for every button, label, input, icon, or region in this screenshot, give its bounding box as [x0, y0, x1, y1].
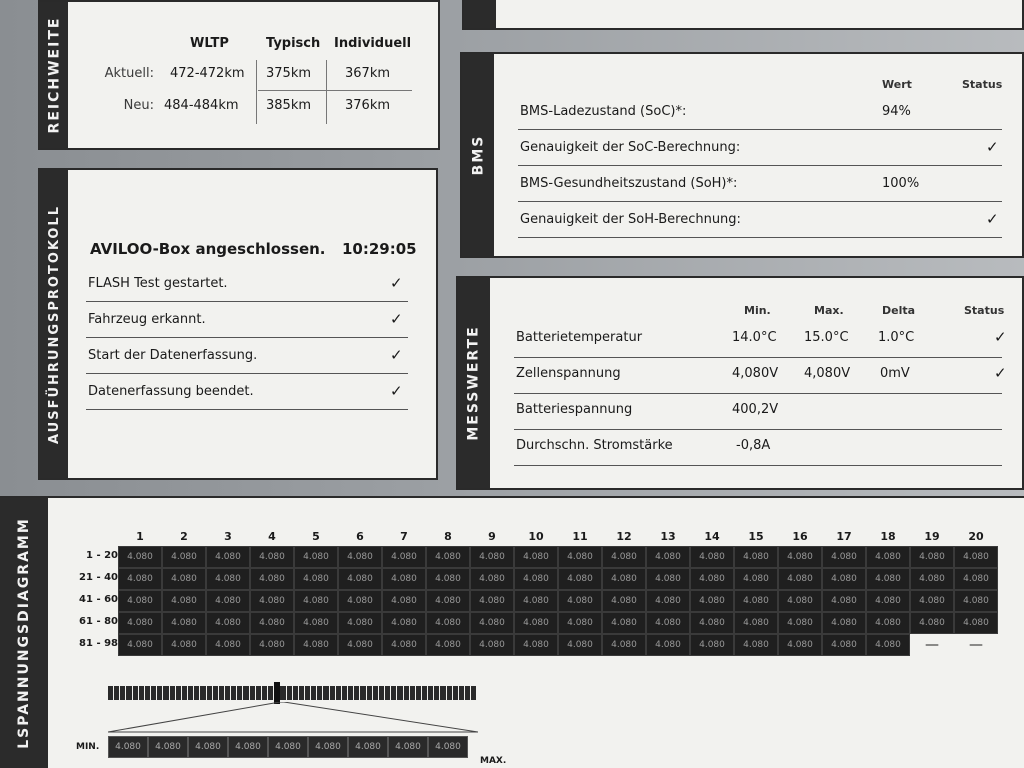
cell-voltage-panel	[0, 496, 1024, 768]
log-sidebar	[40, 170, 68, 478]
distribution-tick	[231, 686, 236, 700]
cell-voltage-sidebar	[0, 498, 48, 768]
range-divider	[258, 90, 412, 91]
cell-voltage: 4.080	[778, 568, 822, 590]
log-row-text: Fahrzeug erkannt.	[88, 312, 206, 327]
cell-voltage: 4.080	[294, 546, 338, 568]
cell-voltage: 4.080	[162, 590, 206, 612]
cell-column-number: 19	[924, 530, 940, 543]
check-icon: ✓	[986, 138, 999, 156]
cell-column-number: 17	[836, 530, 852, 543]
distribution-tick	[293, 686, 298, 700]
cell-voltage: 4.080	[910, 546, 954, 568]
gauge-cell: 4.080	[348, 736, 388, 758]
distribution-tick	[360, 686, 365, 700]
cell-voltage: 4.080	[382, 634, 426, 656]
log-header: AVILOO-Box angeschlossen.	[90, 240, 326, 258]
cell-voltage: 4.080	[162, 546, 206, 568]
distribution-tick	[145, 686, 150, 700]
distribution-tick	[120, 686, 125, 700]
cell-voltage: 4.080	[822, 568, 866, 590]
cell-voltage: 4.080	[382, 612, 426, 634]
cell-voltage: 4.080	[690, 634, 734, 656]
distribution-tick	[287, 686, 292, 700]
cell-voltage: 4.080	[426, 546, 470, 568]
bms-row	[518, 166, 1002, 202]
cell-column-number: 9	[488, 530, 496, 543]
range-title: REICHWEITE	[46, 16, 62, 134]
cell-voltage: 4.080	[602, 546, 646, 568]
cell-voltage: 4.080	[118, 568, 162, 590]
gauge-min-label: MIN.	[76, 742, 100, 752]
log-panel	[38, 168, 438, 480]
mess-sidebar	[458, 278, 490, 488]
distribution-tick	[225, 686, 230, 700]
gauge-cell: 4.080	[108, 736, 148, 758]
gauge-cell: 4.080	[268, 736, 308, 758]
cell-column-number: 1	[136, 530, 144, 543]
distribution-tick	[219, 686, 224, 700]
distribution-tick	[379, 686, 384, 700]
distribution-tick	[237, 686, 242, 700]
cell-voltage: 4.080	[470, 634, 514, 656]
range-label-neu: Neu:	[123, 98, 154, 113]
distribution-tick	[434, 686, 439, 700]
cell-column-number: 10	[528, 530, 544, 543]
gauge-row	[108, 736, 468, 758]
cell-voltage: 4.080	[250, 568, 294, 590]
cell-voltage: 4.080	[734, 546, 778, 568]
cell-voltage: 4.080	[866, 568, 910, 590]
cell-voltage: 4.080	[514, 612, 558, 634]
bms-row-label: Genauigkeit der SoH-Berechnung:	[520, 212, 741, 227]
cell-voltage: 4.080	[690, 590, 734, 612]
mess-row-label: Zellenspannung	[516, 366, 621, 381]
distribution-tick	[133, 686, 138, 700]
distribution-tick	[176, 686, 181, 700]
log-row-text: FLASH Test gestartet.	[88, 276, 228, 291]
mess-row-min: 4,080V	[732, 366, 779, 381]
range-panel	[38, 0, 440, 150]
cell-column-number: 16	[792, 530, 808, 543]
distribution-tick	[157, 686, 162, 700]
cell-voltage: 4.080	[206, 568, 250, 590]
cell-voltage: 4.080	[734, 568, 778, 590]
cell-voltage: 4.080	[690, 612, 734, 634]
cell-voltage: 4.080	[514, 590, 558, 612]
mess-col-min: Min.	[744, 304, 771, 317]
cell-column-number: 18	[880, 530, 896, 543]
distribution-tick	[108, 686, 113, 700]
cell-voltage: 4.080	[426, 568, 470, 590]
cell-voltage: 4.080	[338, 612, 382, 634]
bms-row	[518, 130, 1002, 166]
log-row	[86, 340, 408, 374]
cell-voltage: 4.080	[558, 634, 602, 656]
cell-voltage: 4.080	[382, 546, 426, 568]
gauge-max-label: MAX.	[480, 756, 507, 766]
bms-row	[518, 202, 1002, 238]
distribution-tick	[404, 686, 409, 700]
cell-voltage: 4.080	[294, 568, 338, 590]
distribution-tick	[268, 686, 273, 700]
cell-column-number: 15	[748, 530, 764, 543]
distribution-tick	[465, 686, 470, 700]
cell-voltage: 4.080	[558, 590, 602, 612]
cell-voltage: 4.080	[822, 634, 866, 656]
cell-column-number: 13	[660, 530, 676, 543]
cell-voltage: —	[969, 637, 983, 653]
check-icon: ✓	[390, 274, 403, 292]
distribution-tick	[170, 686, 175, 700]
cell-voltage: 4.080	[338, 634, 382, 656]
check-icon: ✓	[390, 382, 403, 400]
cell-voltage: 4.080	[118, 634, 162, 656]
log-row	[86, 304, 408, 338]
cell-voltage: 4.080	[294, 634, 338, 656]
cell-voltage: 4.080	[206, 546, 250, 568]
cell-voltage: 4.080	[646, 590, 690, 612]
mess-row-min: 14.0°C	[732, 330, 777, 345]
cell-voltage: 4.080	[250, 546, 294, 568]
cell-voltage: 4.080	[162, 634, 206, 656]
cell-voltage: 4.080	[426, 634, 470, 656]
cell-voltage: 4.080	[206, 612, 250, 634]
cell-voltage: 4.080	[954, 590, 998, 612]
mess-title: MESSWERTE	[466, 325, 482, 441]
cell-voltage: 4.080	[646, 634, 690, 656]
cell-voltage: 4.080	[514, 634, 558, 656]
bms-col-wert: Wert	[882, 78, 912, 91]
distribution-tick	[373, 686, 378, 700]
cell-column-number: 3	[224, 530, 232, 543]
distribution-tick	[299, 686, 304, 700]
cell-voltage: 4.080	[822, 546, 866, 568]
cell-voltage: 4.080	[382, 568, 426, 590]
log-row-text: Start der Datenerfassung.	[88, 348, 258, 363]
cell-voltage: 4.080	[514, 546, 558, 568]
mess-row	[514, 394, 1002, 430]
range-aktuell-individuell: 367km	[345, 66, 391, 81]
cell-voltage: 4.080	[690, 568, 734, 590]
check-icon: ✓	[390, 346, 403, 364]
cell-column-number: 14	[704, 530, 720, 543]
range-header-typisch: Typisch	[266, 36, 321, 51]
cell-voltage: 4.080	[558, 546, 602, 568]
cell-voltage: 4.080	[470, 612, 514, 634]
distribution-tick	[323, 686, 328, 700]
distribution-tick	[213, 686, 218, 700]
distribution-tick	[348, 686, 353, 700]
cell-voltage: 4.080	[602, 612, 646, 634]
cell-voltage: 4.080	[470, 546, 514, 568]
cell-column-number: 8	[444, 530, 452, 543]
log-row	[86, 376, 408, 410]
cell-row-label: 41 - 60	[79, 594, 118, 605]
distribution-tick	[453, 686, 458, 700]
cell-voltage: 4.080	[118, 590, 162, 612]
distribution-tick	[440, 686, 445, 700]
gauge-cell: 4.080	[388, 736, 428, 758]
distribution-tick	[114, 686, 119, 700]
cell-voltage: 4.080	[778, 546, 822, 568]
cell-voltage: 4.080	[910, 612, 954, 634]
cell-voltage: 4.080	[294, 590, 338, 612]
cell-voltage: 4.080	[250, 634, 294, 656]
cell-voltage: 4.080	[470, 590, 514, 612]
bms-panel	[460, 52, 1024, 258]
cell-column-number: 20	[968, 530, 984, 543]
distribution-tick	[391, 686, 396, 700]
voltage-distribution-bar	[108, 686, 476, 700]
cell-column-number: 2	[180, 530, 188, 543]
cell-voltage: 4.080	[602, 590, 646, 612]
bms-row-label: Genauigkeit der SoC-Berechnung:	[520, 140, 741, 155]
distribution-tick	[200, 686, 205, 700]
mess-row-delta: 0mV	[880, 366, 910, 381]
cell-voltage: 4.080	[734, 590, 778, 612]
distribution-tick	[385, 686, 390, 700]
log-row-text: Datenerfassung beendet.	[88, 384, 254, 399]
cell-voltage: 4.080	[118, 546, 162, 568]
range-aktuell-typisch: 375km	[266, 66, 312, 81]
range-header-wltp: WLTP	[190, 36, 229, 51]
cell-voltage: 4.080	[250, 612, 294, 634]
cell-voltage-title: LSPANNUNGSDIAGRAMM	[16, 517, 33, 749]
mess-row	[514, 430, 1002, 466]
range-sidebar	[40, 2, 68, 148]
cell-row-label: 1 - 20	[86, 550, 118, 561]
distribution-tick	[311, 686, 316, 700]
range-header-individuell: Individuell	[334, 36, 412, 51]
distribution-tick	[422, 686, 427, 700]
cell-column-number: 11	[572, 530, 588, 543]
range-divider	[326, 60, 327, 124]
mess-row-max: 15.0°C	[804, 330, 849, 345]
bms-row-label: BMS-Gesundheitszustand (SoH)*:	[520, 176, 738, 191]
cell-voltage: 4.080	[954, 568, 998, 590]
cell-voltage: 4.080	[822, 590, 866, 612]
bms-col-status: Status	[962, 78, 1003, 91]
top-strip-sidebar	[464, 0, 496, 28]
check-icon: ✓	[390, 310, 403, 328]
cell-voltage: 4.080	[338, 590, 382, 612]
check-icon: ✓	[994, 328, 1007, 346]
cell-voltage: 4.080	[426, 590, 470, 612]
cell-voltage: 4.080	[866, 546, 910, 568]
mess-panel	[456, 276, 1024, 490]
mess-row-delta: 1.0°C	[878, 330, 915, 345]
gauge-cell: 4.080	[428, 736, 468, 758]
distribution-tick	[305, 686, 310, 700]
cell-voltage: 4.080	[250, 590, 294, 612]
range-aktuell-wltp: 472-472km	[170, 66, 245, 81]
cell-row-label: 81 - 98	[79, 638, 118, 649]
cell-voltage: 4.080	[646, 612, 690, 634]
voltage-marker	[274, 682, 280, 704]
range-neu-wltp: 484-484km	[164, 98, 239, 113]
bms-sidebar	[462, 54, 494, 256]
cell-voltage: 4.080	[866, 612, 910, 634]
distribution-tick	[151, 686, 156, 700]
distribution-tick	[182, 686, 187, 700]
range-neu-typisch: 385km	[266, 98, 312, 113]
cell-row-label: 61 - 80	[79, 616, 118, 627]
range-divider	[256, 60, 257, 124]
distribution-tick	[471, 686, 476, 700]
distribution-tick	[256, 686, 261, 700]
cell-voltage: 4.080	[338, 568, 382, 590]
cell-voltage: 4.080	[910, 590, 954, 612]
check-icon: ✓	[994, 364, 1007, 382]
cell-voltage: 4.080	[910, 568, 954, 590]
distribution-tick	[317, 686, 322, 700]
cell-voltage: 4.080	[514, 568, 558, 590]
distribution-tick	[126, 686, 131, 700]
distribution-tick	[416, 686, 421, 700]
mess-row	[514, 322, 1007, 358]
cell-voltage: 4.080	[734, 634, 778, 656]
cell-voltage: 4.080	[778, 634, 822, 656]
cell-voltage: 4.080	[338, 546, 382, 568]
distribution-tick	[207, 686, 212, 700]
cell-voltage: 4.080	[954, 612, 998, 634]
cell-voltage: 4.080	[558, 612, 602, 634]
mess-col-status: Status	[964, 304, 1005, 317]
cell-voltage: 4.080	[206, 634, 250, 656]
cell-voltage: 4.080	[206, 590, 250, 612]
distribution-tick	[428, 686, 433, 700]
log-row	[86, 268, 408, 302]
cell-column-number: 6	[356, 530, 364, 543]
distribution-tick	[397, 686, 402, 700]
distribution-tick	[410, 686, 415, 700]
cell-voltage-grid	[118, 546, 998, 656]
cell-column-number: 4	[268, 530, 276, 543]
cell-voltage: 4.080	[734, 612, 778, 634]
cell-voltage: 4.080	[646, 546, 690, 568]
mess-row-max: 4,080V	[804, 366, 851, 381]
bms-row	[518, 94, 1002, 130]
cell-voltage: —	[925, 637, 939, 653]
mess-row-label: Batteriespannung	[516, 402, 633, 417]
cell-voltage: 4.080	[558, 568, 602, 590]
distribution-tick	[139, 686, 144, 700]
cell-voltage: 4.080	[162, 612, 206, 634]
top-strip-panel	[462, 0, 1024, 30]
mess-col-delta: Delta	[882, 304, 916, 317]
check-icon: ✓	[986, 210, 999, 228]
gauge-cell: 4.080	[308, 736, 348, 758]
distribution-tick	[459, 686, 464, 700]
mess-row	[514, 358, 1007, 394]
log-title: AUSFÜHRUNGSPROTOKOLL	[46, 204, 62, 444]
cell-voltage: 4.080	[690, 546, 734, 568]
cell-voltage: 4.080	[118, 612, 162, 634]
bms-row-value: 94%	[882, 104, 911, 119]
gauge-connector	[108, 702, 478, 738]
distribution-tick	[447, 686, 452, 700]
mess-row-label: Durchschn. Stromstärke	[516, 438, 673, 453]
cell-column-number: 12	[616, 530, 632, 543]
bms-title: BMS	[470, 134, 486, 176]
mess-row-label: Batterietemperatur	[516, 330, 643, 345]
distribution-tick	[163, 686, 168, 700]
distribution-tick	[367, 686, 372, 700]
cell-column-number: 5	[312, 530, 320, 543]
distribution-tick	[250, 686, 255, 700]
gauge-cell: 4.080	[188, 736, 228, 758]
gauge-cell: 4.080	[228, 736, 268, 758]
distribution-tick	[336, 686, 341, 700]
gauge-cell: 4.080	[148, 736, 188, 758]
cell-row-label: 21 - 40	[79, 572, 118, 583]
cell-voltage: 4.080	[954, 546, 998, 568]
distribution-tick	[280, 686, 285, 700]
cell-voltage: 4.080	[822, 612, 866, 634]
distribution-tick	[330, 686, 335, 700]
range-neu-individuell: 376km	[345, 98, 391, 113]
cell-voltage: 4.080	[470, 568, 514, 590]
mess-row-min: -0,8A	[736, 438, 771, 453]
log-time: 10:29:05	[342, 240, 417, 258]
cell-voltage: 4.080	[162, 568, 206, 590]
distribution-tick	[243, 686, 248, 700]
range-label-aktuell: Aktuell:	[104, 66, 154, 81]
distribution-tick	[342, 686, 347, 700]
mess-row-min: 400,2V	[732, 402, 779, 417]
cell-voltage: 4.080	[866, 634, 910, 656]
distribution-tick	[194, 686, 199, 700]
cell-column-number: 7	[400, 530, 408, 543]
bms-row-label: BMS-Ladezustand (SoC)*:	[520, 104, 687, 119]
cell-voltage: 4.080	[866, 590, 910, 612]
cell-voltage: 4.080	[646, 568, 690, 590]
cell-voltage: 4.080	[602, 568, 646, 590]
mess-col-max: Max.	[814, 304, 844, 317]
distribution-tick	[354, 686, 359, 700]
cell-voltage: 4.080	[778, 612, 822, 634]
bms-row-value: 100%	[882, 176, 920, 191]
cell-voltage: 4.080	[294, 612, 338, 634]
distribution-tick	[188, 686, 193, 700]
cell-voltage: 4.080	[602, 634, 646, 656]
distribution-tick	[262, 686, 267, 700]
cell-voltage: 4.080	[426, 612, 470, 634]
cell-voltage: 4.080	[382, 590, 426, 612]
cell-voltage: 4.080	[778, 590, 822, 612]
